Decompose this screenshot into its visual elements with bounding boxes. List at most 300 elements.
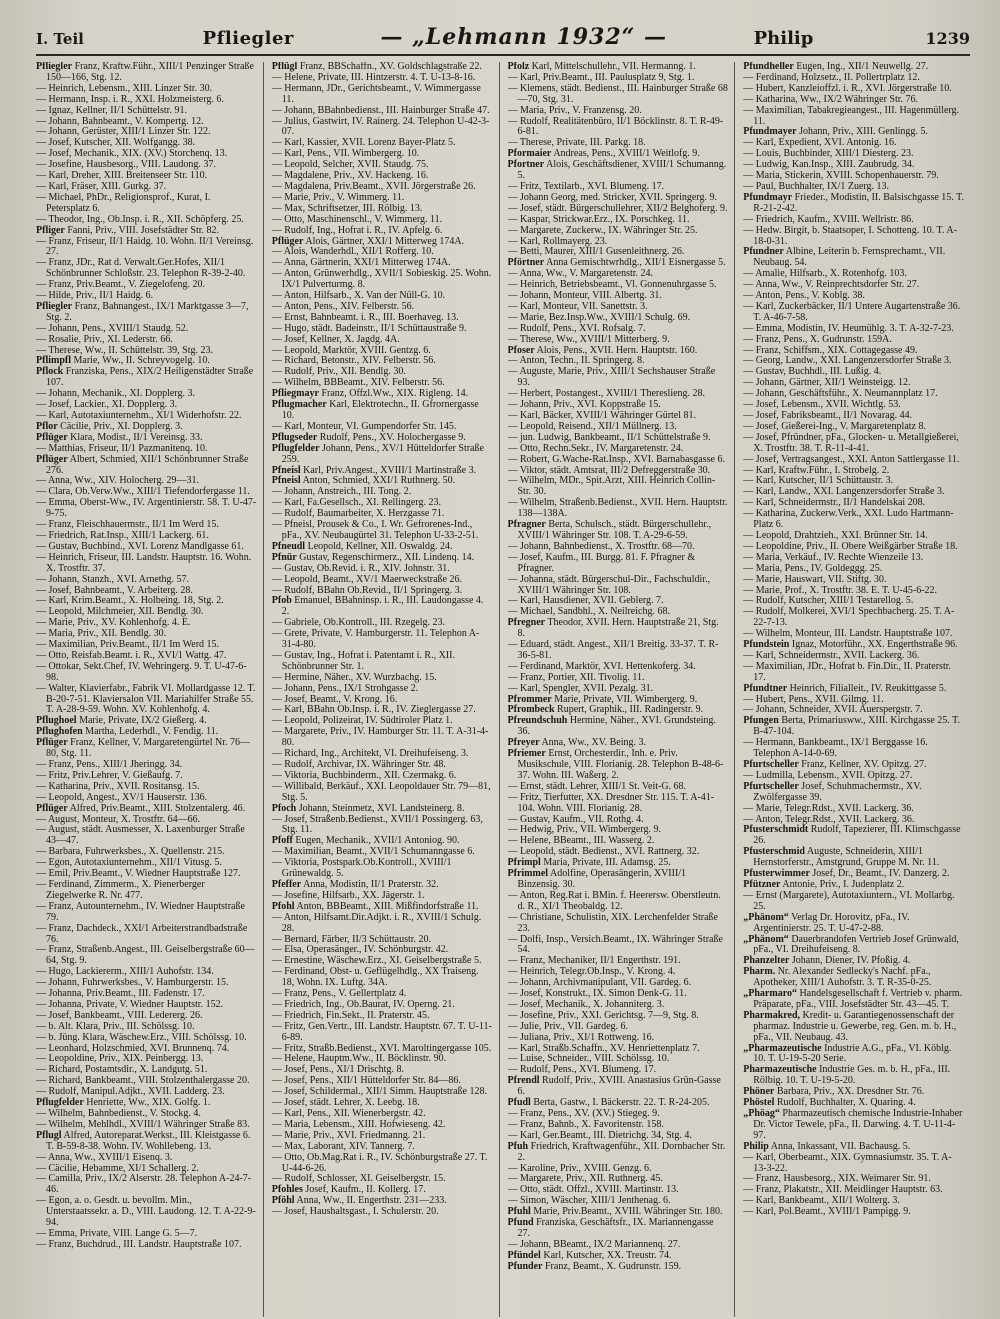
- directory-entry: [508, 1218, 729, 1240]
- directory-entry: [508, 117, 729, 139]
- entry-details: — Johann, Stanzh., XVI. Arnethg. 57.: [36, 573, 190, 585]
- entry-details: Henriette, Ww., XIX. Golfg. 1.: [83, 1097, 211, 1109]
- directory-entry: [272, 1207, 493, 1218]
- directory-entry: [508, 869, 729, 891]
- entry-surname: Pfrimpl: [507, 857, 541, 869]
- entry-details: — Leopold, Angest., XV/1 Hauserstr. 136.: [36, 791, 208, 803]
- directory-entry: [508, 160, 729, 182]
- entry-details: Anna, Ww., XV. Being. 3.: [539, 737, 646, 749]
- entry-details: — Otto, Maschinenschl., V. Wimmerg. 11.: [271, 213, 443, 225]
- entry-details: — Magdalena, Priv.Beamt., XVII. Jörgerstraße 26.: [271, 180, 476, 192]
- entry-details: — Franz, Buchdrud., III. Landstr. Hauptstraße 107.: [36, 1238, 242, 1250]
- entry-details: — Max, Schriftsetzer, III. Rölbig. 13.: [271, 202, 423, 214]
- entry-details: — Karl, Autotaxiunternehm., XI/1 Widerhofstr. 22.: [36, 410, 242, 421]
- entry-details: Verlag Dr. Horovitz, pFa., IV. Argentinierstr. 25. T. U-47-2-88.: [753, 911, 910, 934]
- entry-details: — Ernestine, Wäschew.Erz., XI. Geiselbergstraße 5.: [271, 955, 482, 967]
- directory-entry: [743, 302, 964, 324]
- entry-details: — Gustav, Buchhdl., III. Lußig. 4.: [743, 366, 882, 378]
- entry-details: — Richard, Postamtsdir., X. Landgutg. 51.: [36, 1064, 208, 1076]
- entry-details: — Josef, Kutscher, XII. Wolfgangg. 38.: [36, 137, 196, 149]
- entry-details: — Rudolf, Ing., Hofrat i. R., IV. Apfelg. 6.: [271, 224, 443, 236]
- entry-details: — Hermann, JDr., Gerichtsbeamt., V. Wimmergasse 11.: [271, 82, 481, 105]
- entry-details: Franz, BBSchaffn., XV. Goldschlagstraße 22.: [297, 62, 482, 72]
- entry-details: — Karl, Fräser, XIII. Gurkg. 37.: [36, 180, 167, 192]
- entry-details: Anton, Schmied, XXI/1 Ruthnerg. 50.: [300, 475, 456, 487]
- entry-details: — Anna, Ww., XIV. Holocherg. 29—31.: [36, 475, 199, 487]
- entry-details: — Franz, Pens., XIII/1 Jheringg. 34.: [36, 759, 183, 770]
- entry-details: — Rudolf, Molkerei, XVI/1 Spechbacherg. 25. T. A-22-7-13.: [743, 606, 955, 629]
- entry-details: — Max, Laborant, XIV. Tannerg. 7.: [271, 1140, 415, 1152]
- entry-details: — Maximilian, Tabakregieangest., III. Hagenmüllerg. 11.: [743, 104, 960, 127]
- directory-entry: [272, 727, 493, 749]
- entry-surname: Pflüger: [271, 235, 304, 247]
- entry-details: — Gustav, Buchbind., XVI. Lorenz Mandlgasse 61.: [36, 540, 244, 552]
- entry-surname: Pfusterschmidt: [743, 824, 809, 836]
- entry-details: Albine, Leiterin b. Fernsprechamt., VII. Neubaug. 54.: [753, 246, 946, 269]
- entry-details: — Karl, Zuckerbäcker, II/1 Untere Augartenstraße 36. T. A-46-7-58.: [743, 300, 961, 323]
- entry-details: — Johanna, städt. Bürgerschul-Dir., Fachschuldir., XVIII/1 Währinger Str. 108.: [507, 573, 711, 596]
- entry-surname: Pfundstein: [743, 639, 790, 651]
- entry-details: Johann, Steinmetz, XVI. Landsteinerg. 8.: [296, 802, 465, 814]
- entry-details: — Ferdinand, Holzsetz., II. Pollertrplatz 12.: [743, 71, 920, 83]
- entry-details: Karl, Kutscher, XX. Treustr. 74.: [540, 1249, 672, 1261]
- entry-details: — Johann, Pens., XVIII/1 Staudg. 52.: [36, 322, 189, 334]
- entry-details: — Johanna, Priv.Beamt., III. Fadenstr. 17.: [36, 988, 205, 1000]
- entry-details: Nr. Alexander Sedlecky's Nachf. pFa., Apotheker, XIII/1 Auhofstr. 3. T. R-35-0-25.: [753, 966, 932, 989]
- entry-surname: Pflüger: [36, 453, 68, 465]
- entry-details: — Ottokar, Sekt.Chef, IV. Wehringerg. 9. T. U-47-6-98.: [36, 660, 247, 683]
- entry-details: — Wilhelm, Mehlhdl., XVIII/1 Währinger Straße 83.: [36, 1118, 250, 1130]
- entry-details: Martha, Lederhdl., V. Fendig. 11.: [82, 726, 219, 738]
- entry-details: — Johann, Archivmanipulant, VII. Gardeg. 6.: [507, 977, 692, 989]
- entry-surname: Pfuhl: [507, 1206, 531, 1218]
- entry-surname: Pfreyer: [507, 737, 540, 749]
- entry-details: — Marie, Hauswart, VII. Stiftg. 30.: [743, 573, 887, 585]
- entry-details: — Marie, Priv., V. Wimmerg. 11.: [271, 191, 405, 203]
- entry-surname: Pflüger: [36, 431, 68, 443]
- entry-details: — Heinrich, Telegr.Ob.Insp., V. Krong. 4.: [507, 966, 676, 978]
- directory-entry: [36, 62, 257, 84]
- directory-entry: [743, 1153, 964, 1175]
- entry-details: — Rudolf, Manipul.Adjkt., XVII. Ladderg. 23.: [36, 1086, 225, 1098]
- entry-details: Franz, Beamt., X. Gudrunstr. 159.: [542, 1260, 682, 1272]
- entry-details: Marie, Priv.Beamt., XVIII. Währinger Str. 180.: [530, 1206, 723, 1218]
- entry-details: — Ernst (Margarete), Autotaxiuntern., VI. Mollarbg. 25.: [743, 889, 955, 912]
- entry-surname: Pfregner: [507, 617, 546, 629]
- entry-details: — Ferdinand, Marktör, XVI. Hettenkoferg. 34.: [507, 660, 696, 672]
- entry-details: — Maria, Verkäuf., IV. Rechte Wienzeile 13.: [743, 551, 924, 563]
- entry-details: — Betti, Maurer, XIII/1 Gusenleithnerg. 26.: [507, 246, 685, 258]
- entry-surname: Pflugmacher: [271, 399, 327, 411]
- entry-details: — Johann, Mechanik., XI. Dopplerg. 3.: [36, 388, 195, 400]
- directory-entry: [743, 1011, 964, 1044]
- entry-details: Theodor, XVII. Hern. Hauptstraße 21, Stg. 8.: [517, 617, 719, 640]
- entry-details: — Josefine, Priv., XXI. Gerichtsg. 7—9, Stg. 8.: [507, 1009, 699, 1021]
- entry-details: — August, Monteur, X. Trostftr. 64—66.: [36, 813, 201, 825]
- entry-details: — Richard, Bankbeamt., VIII. Stolzenthalergasse 20.: [36, 1075, 250, 1087]
- directory-entry: [743, 716, 964, 738]
- entry-details: — Hedw. Birgit, b. Staatsoper, I. Schotteng. 10. T. A-18-0-31.: [743, 224, 957, 247]
- entry-details: — Karl, Oberbeamt., XIX. Gymnasiumstr. 35. T. A-13-3-22.: [743, 1151, 952, 1174]
- entry-details: Adolfine, Operasängerin, XVIII/1 Binzensig. 30.: [517, 868, 687, 890]
- directory-entry: [508, 891, 729, 913]
- entry-surname: Pfliger: [36, 224, 65, 236]
- entry-details: Josef, Schuhmachermstr., XV. Zwölfergasse 39.: [753, 780, 922, 803]
- entry-details: — Ernst, Bahnbeamt. i. R., III. Boerhaveg. 13.: [271, 311, 459, 323]
- entry-details: Alois, Pens., XVII. Hern. Hauptstr. 160.: [534, 344, 698, 356]
- entry-details: — Magdalene, Priv., XV. Hackeng. 16.: [271, 170, 429, 182]
- entry-details: — Ignaz, Kellner, II/1 Schüttelstr. 91.: [36, 104, 187, 116]
- entry-surname: Pflugfelder: [271, 442, 320, 454]
- entry-details: — Friedrich, Ing., Ob.Baurat, IV. Operng. 21.: [271, 998, 455, 1010]
- directory-entry: [36, 902, 257, 924]
- entry-details: Alois, Gärtner, XXI/1 Mitterweg 174A.: [303, 235, 465, 247]
- entry-details: Pharmazeutisch chemische Industrie-Inhaber Dr. Victor Tewele, pFa., II. Darwing. 4. T. U-11-4-97.: [753, 1108, 963, 1141]
- entry-details: — Franz, Dachdeck., XXI/1 Arbeiterstrandbadstraße 76.: [36, 922, 248, 945]
- entry-details: Josef, Dr., Beamt., IV. Danzerg. 2.: [809, 868, 950, 880]
- directory-entry: [272, 1022, 493, 1044]
- entry-details: — Wilhelm, BBBeamt., XIV. Felberstr. 56.: [271, 377, 445, 389]
- entry-details: — Franz, Pens., XV. (XV.) Stiegeg. 9.: [507, 1108, 660, 1119]
- entry-details: — Otto, Rechn.Sekr., IV. Margaretenstr. 24.: [507, 442, 684, 454]
- entry-details: Marie, Ww., II. Schreyvogelg. 10.: [71, 355, 210, 367]
- entry-details: — Hermine, Näher., XV. Wurzbachg. 15.: [271, 671, 437, 683]
- entry-details: — Ferdinand, Zimmerm., X. Pienerberger Ziegelwerke R. Nr. 477.: [36, 878, 205, 901]
- column-3: [508, 62, 736, 1317]
- entry-surname: Pfreundschuh: [507, 715, 568, 727]
- entry-details: — Wilhelm, MDr., Spit.Arzt, XIII. Heinrich Collin-Str. 30.: [507, 475, 716, 498]
- entry-details: — Anna, Ww., XVIII/1 Eisenq. 3.: [36, 1151, 173, 1163]
- directory-entry: [508, 618, 729, 640]
- entry-details: Rudolf, Pens., XV. Holochergasse 9.: [317, 431, 466, 443]
- directory-entry: [743, 825, 964, 847]
- entry-details: — Emil, Priv.Beamt., V. Wiedner Hauptstraße 127.: [36, 868, 241, 880]
- entry-details: — Clara, Ob.Verw.Ww., XIII/1 Tiefendorfergasse 11.: [36, 486, 250, 498]
- directory-entry: [36, 258, 257, 280]
- entry-details: Johann, Priv., XIII. Genlingg. 5.: [796, 126, 928, 138]
- directory-entry: [36, 924, 257, 946]
- entry-surname: Pfoser: [507, 344, 535, 356]
- entry-details: — Rudolf, Schlosser, XI. Geiselbergstr. 15.: [271, 1173, 446, 1185]
- entry-details: — Franz, Mechaniker, II/1 Engerthstr. 191.: [507, 955, 681, 967]
- directory-entry: [36, 684, 257, 717]
- directory-entry: [272, 84, 493, 106]
- directory-entry: [743, 782, 964, 804]
- entry-surname: Pflughofen: [36, 726, 83, 738]
- entry-details: — Fritz, Tierfutter, XX. Dresdner Str. 115. T. A-41-104. Wohn. VIII. Florianig. 28.: [507, 791, 715, 814]
- entry-details: — Leonhard, Holzschmied, XVI. Brunnenq. 74.: [36, 1042, 230, 1054]
- entry-details: — Franz, Portier, XII. Tivolig. 11.: [507, 671, 645, 683]
- directory-entry: [743, 226, 964, 248]
- entry-surname: Pfundmayer: [743, 126, 797, 138]
- directory-entry: [36, 945, 257, 967]
- entry-details: Karl, Priv.Angest., XVIII/1 Martinstraße 3.: [300, 464, 477, 476]
- entry-details: — Karl, Kutscher, II/1 Schüttaustr. 3.: [743, 475, 894, 487]
- entry-details: — Josef, Konstrukt., IX. Simon Denk-G. 11.: [507, 988, 687, 1000]
- entry-details: — Margarete, Priv., IV. Hamburger Str. 11. T. A-31-4-80.: [271, 726, 489, 749]
- entry-details: — Johann, Gerüster, XIII/1 Linzer Str. 122.: [36, 126, 211, 138]
- entry-surname: Pflüger: [36, 737, 68, 749]
- entry-details: — Fritz, Straßb.Bedienst., XVI. Maroltingergasse 105.: [271, 1042, 492, 1054]
- entry-details: — Hermann, Insp. i. R., XXI. Holzmeisterg. 6.: [36, 93, 224, 105]
- entry-details: — Johann, BBeamt., IX/2 Mariannenq. 27.: [507, 1238, 681, 1250]
- entry-details: — Ludwig, Kan.Insp., XIII. Zaubrudg. 34.: [743, 159, 915, 171]
- entry-details: — Emma, Modistin, IV. Heumühlg. 3. T. A-32-7-23.: [743, 322, 954, 334]
- entry-details: Handelsgesellschaft f. Vertrieb v. pharm. Präparate, pFa., VIII. Josefstädter Str. 43—45. T.: [753, 988, 963, 1010]
- last-entry-name: Philip: [753, 28, 814, 49]
- entry-details: — Georg, Landw., XXI. Langenzersdorfer Straße 3.: [743, 355, 952, 367]
- entry-surname: Pfneisl: [271, 475, 301, 487]
- directory-columns: [36, 62, 970, 1317]
- entry-details: — Christiane, Schulistin, XIX. Lerchenfelder Straße 23.: [507, 911, 718, 934]
- directory-entry: [36, 738, 257, 760]
- entry-details: — Leopold, Milchmeier, XII. Bendlg. 30.: [36, 606, 204, 618]
- entry-details: — Anton, Hilfsamt.Dir.Adjkt. i. R., XVIII/1 Schulg. 28.: [271, 911, 482, 934]
- entry-details: — Friedrich, Kaufm., XVIII. Wellristr. 86.: [743, 213, 914, 225]
- entry-details: Berta, Primariusww., XIII. Kirchgasse 25. T. B-47-104.: [753, 715, 960, 738]
- entry-details: — Karoline, Priv., XVIII. Genzg. 6.: [507, 1162, 652, 1174]
- directory-entry: [36, 302, 257, 324]
- page-header: [36, 24, 970, 56]
- directory-entry: [508, 749, 729, 782]
- entry-surname: Pflügl: [271, 62, 298, 72]
- entry-details: — Karl, Hausdiener, XVII. Geblerg. 7.: [507, 595, 664, 607]
- entry-details: — Gustav, Kaufm., VII. Rothg. 4.: [507, 813, 644, 825]
- entry-details: — Johann, Gärtner, XII/1 Weinsteigg. 12.: [743, 377, 911, 389]
- entry-details: Alfred, Autoreparat.Werkst., III. Kleistgasse 6. T. B-59-8-38. Wohn. IV. Wohllebeng. 13.: [46, 1129, 251, 1152]
- directory-entry: [743, 193, 964, 215]
- entry-details: — Alois, Wanderhdl., XII/1 Rofferg. 10.: [271, 246, 434, 258]
- entry-details: — Josef, städt. Bürgerschullehrer, XII/2 Belghoferg. 9.: [507, 202, 728, 214]
- entry-details: Hermine, Näher., XVI. Grundsteing. 36.: [517, 715, 716, 738]
- entry-details: — Margarete, Priv., XII. Ruthnerg. 45.: [507, 1173, 663, 1185]
- entry-details: — Margarete, Zuckerw., IX. Währinger Str. 25.: [507, 224, 698, 236]
- entry-details: — Ludmilla, Lebensm., XVII. Opitzg. 27.: [743, 769, 913, 781]
- entry-details: Marie, Private, VII. Wimbergerg. 9.: [551, 693, 698, 705]
- entry-details: — Leopold, städt. Bedienst., XVI. Rattnerg. 32.: [507, 846, 700, 858]
- entry-details: — Karl, Krim.Beamt., X. Holbeing. 18, Stg. 2.: [36, 595, 224, 607]
- entry-surname: Pfliegler: [36, 62, 73, 72]
- entry-details: — Josefine, Hausbesorg., VIII. Laudong. 37.: [36, 159, 216, 171]
- entry-details: — Fritz, Textilarb., XVI. Blumeng. 17.: [507, 180, 665, 192]
- entry-details: — Therese, Ww., XVIII/1 Mitterberg. 9.: [507, 333, 670, 345]
- entry-surname: Pfützner: [743, 878, 781, 890]
- entry-details: Industrie Ges. m. b. H., pFa., III. Rölbig. 10. T. U-19-5-20.: [753, 1064, 951, 1087]
- entry-details: — Egon, a. o. Gesdt. u. bevollm. Min., Unterstaatssekr. a. D., VIII. Laudong. 12. T. A-22-9-94.: [36, 1195, 256, 1229]
- column-2: [272, 62, 500, 1317]
- entry-details: — Hugo, städt. Badeinstr., II/1 Schüttaustraße 9.: [271, 322, 467, 334]
- entry-surname: Pfuh: [507, 1140, 529, 1152]
- entry-details: — Barbara, Fuhrwerksbes., X. Quellenstr. 215.: [36, 846, 225, 858]
- page-number: 1239: [925, 29, 970, 48]
- directory-entry: [508, 553, 729, 575]
- directory-entry: [743, 989, 964, 1011]
- entry-surname: Pfungen: [743, 715, 779, 727]
- entry-details: — Johann, Priv., XVI. Koppstraße 15.: [507, 399, 661, 411]
- entry-details: Rupert, Graphik., III. Radingerstr. 9.: [554, 704, 704, 716]
- entry-details: — Amalie, Hilfsarb., X. Rotenhofg. 103.: [743, 268, 907, 280]
- entry-details: — Johann, Bahnbedienst., X. Trostftr. 68—70.: [507, 540, 695, 552]
- directory-entry: [36, 498, 257, 520]
- entry-surname: Pflimpfl: [36, 355, 71, 367]
- entry-details: Alois, Geschäftsdiener, XVIII/1 Schumanng. 5.: [517, 159, 727, 182]
- entry-details: — b. Alt. Klara, Priv., III. Schölssg. 10.: [36, 1020, 195, 1032]
- directory-entry: [743, 738, 964, 760]
- entry-details: — Karl, Priv.Beamt., III. Paulusplatz 9, Stg. 1.: [507, 71, 695, 83]
- directory-entry: [743, 847, 964, 869]
- entry-details: — Karl, Spengler, XVII. Pezalg. 31.: [507, 682, 654, 694]
- entry-surname: Pfortner: [507, 159, 545, 171]
- entry-details: Kredit- u. Garantiegenossenschaft der pharmaz. Industrie u. Gewerbe, reg. Gen. m. b. H., pFa., VII. Neubaug. 43.: [753, 1009, 957, 1043]
- entry-details: — Viktor, städt. Amtsrat, III/2 Defreggerstraße 30.: [507, 464, 711, 476]
- directory-entry: [272, 520, 493, 542]
- entry-details: Emanuel, BBahninsp. i. R., III. Laudongasse 4. 2.: [281, 595, 484, 618]
- entry-surname: Pharm.: [743, 966, 776, 978]
- entry-details: Auguste, Schneiderin, XIII/1 Hernstorferstr., Amstgrund, Gruppe M. Nr. 11.: [753, 846, 940, 869]
- entry-details: — Franz, Friseur, II/1 Haidg. 10. Wohn. II/1 Vereinsg. 27.: [36, 235, 254, 258]
- entry-surname: Pfundner: [743, 246, 784, 258]
- entry-details: — Helene, Private, III. Hintzerstr. 4. T. U-13-8-16.: [271, 71, 476, 83]
- entry-details: — Josef, Kellner, X. Jagdg. 4A.: [271, 333, 400, 345]
- entry-details: — Maximilian, Priv.Beamt., II/1 Im Werd 15.: [36, 639, 220, 651]
- entry-details: Eugen, Mechanik., XVII/1 Antoniog. 90.: [292, 835, 460, 847]
- directory-entry: [508, 716, 729, 738]
- directory-entry: [36, 1196, 257, 1229]
- entry-details: — Leopold, Reisend., XII/1 Müllnerg. 13.: [507, 420, 677, 432]
- entry-details: — Juliana, Priv., XI/1 Rottweng. 16.: [507, 1031, 655, 1043]
- entry-details: — Josef, Lackier., XI. Dopplerg. 3.: [36, 399, 178, 411]
- entry-surname: Pfohles: [271, 1184, 303, 1196]
- entry-details: — Johann, BBahnbedienst., III. Hainburger Straße 47.: [271, 104, 490, 116]
- entry-details: Eugen, Ing., XII/1 Neuwellg. 27.: [793, 62, 929, 72]
- directory-entry: [743, 509, 964, 531]
- directory-entry: [272, 117, 493, 139]
- entry-details: — Karl, Schneidermstr., II/1 Handelskai 208.: [743, 497, 926, 509]
- directory-entry: [743, 662, 964, 684]
- entry-surname: Pfliegler: [36, 300, 73, 312]
- entry-details: — Josef, Pfründner, pFa., Glocken- u. Metallgießerei, X. Trostftr. 38. T. R-11-4-41.: [743, 431, 959, 454]
- directory-entry: [36, 880, 257, 902]
- entry-details: — Johann, Geschäftsführ., X. Neumannplatz 17.: [743, 388, 938, 400]
- entry-details: — Richard, Betonstr., XIV. Felberstr. 56.: [271, 355, 436, 367]
- entry-details: — Rudolf, Archivar, IX. Währinger Str. 48.: [271, 759, 446, 770]
- entry-details: Marie, Private, IX/2 Gießerg. 4.: [76, 715, 207, 727]
- entry-details: — Josef, Straßenb.Bedienst., XVII/1 Possingerg. 63, Stg. 11.: [271, 813, 483, 836]
- entry-surname: Pfnür: [271, 551, 297, 563]
- entry-details: — Pfneisl, Prousek & Co., I. Wr. Gefrorenes-Ind., pFa., XV. Neubaugürtel 31. Telephon U-33-2-51.: [271, 519, 479, 541]
- entry-surname: Pfrommer: [507, 693, 552, 705]
- entry-details: — Franz, Hausbesorg., XIX. Weimarer Str. 91.: [743, 1173, 931, 1185]
- entry-details: — Karl, Kassier, XVII. Lorenz Bayer-Platz 5.: [271, 137, 456, 149]
- entry-surname: Pföhl: [271, 1195, 295, 1207]
- directory-entry: [743, 1207, 964, 1218]
- entry-details: Alfred, Priv.Beamt., XIII. Stolzentalerg. 46.: [67, 802, 246, 814]
- entry-surname: Phöner: [743, 1086, 775, 1098]
- directory-entry: [508, 498, 729, 520]
- entry-details: — Heinrich, Betriebsbeamt., Vl. Gonnenuhrgasse 5.: [507, 279, 717, 291]
- entry-details: Heinrich, Filialleit., IV. Reukittgasse 5.: [787, 682, 947, 694]
- entry-details: — Julie, Priv., VII. Gardeg. 6.: [507, 1020, 629, 1032]
- entry-details: Josef, Kaufm., II. Kollerg. 17.: [302, 1184, 426, 1196]
- entry-surname: Pfusterschmid: [743, 846, 805, 858]
- entry-details: — Josef, Haushaltsgast., I. Schulerstr. 20.: [271, 1206, 439, 1218]
- entry-details: Fanni, Priv., VIII. Josefstädter Str. 82.: [64, 224, 220, 236]
- entry-surname: Pflugl: [36, 1129, 62, 1141]
- entry-details: — Josef, Schildermal., XII/1 Simm. Hauptstraße 128.: [271, 1086, 487, 1098]
- entry-details: — Leopold, Beamt., XV/1 Maerweckstraße 26.: [271, 573, 462, 585]
- entry-details: — Paul, Buchhalter, IX/1 Zuerg. 13.: [743, 180, 890, 192]
- directory-entry: [508, 575, 729, 597]
- entry-details: — Karl, Pens., XII. Wienerbergstr. 42.: [271, 1108, 426, 1119]
- entry-details: — Viktoria, Postspark.Ob.Kontroll., XVIII/1 Grünewaldg. 5.: [271, 857, 452, 880]
- entry-details: — Anton, Hilfsarb., X. Van der Nüll-G. 10.: [271, 290, 446, 302]
- entry-details: — Fritz, Priv.Lehrer, V. Gießaufg. 7.: [36, 769, 183, 781]
- entry-details: — Karl, Pens., VII. Wimbergerg. 10.: [271, 148, 420, 160]
- column-1: [36, 62, 264, 1317]
- entry-details: Maria, Private, III. Adamsg. 25.: [540, 857, 671, 869]
- entry-details: — Gustav, Ing., Hofrat i. Patentamt i. R., XII. Schönbrunner Str. 1.: [271, 649, 455, 672]
- entry-details: — Leopold, Drahtzieh., XXI. Brünner Str. 14.: [743, 529, 928, 541]
- entry-details: — Walter, Klavierfabr., Fabrik VI. Mollardgasse 12. T. B-20-7-51. Klaviersalon VII. Mariahilfer Straße 55. T. A-28-9-59. Wohn. XV. Kohlenhofg. 4.: [36, 682, 256, 716]
- entry-surname: Pharmazeutische: [743, 1064, 817, 1076]
- entry-surname: „Pharmaro“: [743, 988, 797, 1000]
- directory-entry: [743, 1065, 964, 1087]
- entry-details: — Marie, Telegr.Rdst., XVII. Lackerg. 36.: [743, 802, 914, 814]
- entry-details: — Anna, Ww., V. Margaretenstr. 24.: [507, 268, 654, 280]
- directory-entry: [743, 935, 964, 957]
- directory-title: — „Lehmann 1932“ —: [380, 24, 667, 50]
- entry-details: — Johann, Schneider, XVII. Auerspergstr. 7.: [743, 704, 923, 716]
- entry-details: — Josef, Beamt., V. Krong. 16.: [271, 693, 398, 705]
- entry-surname: „Phöag“: [743, 1108, 780, 1119]
- entry-details: — Bernard, Färber, II/3 Schüttaustr. 20.: [271, 933, 432, 945]
- entry-details: — Rudolf, Realitätenbüro, II/1 Böcklinstr. 8. T. R-49-6-81.: [507, 115, 724, 138]
- directory-entry: [272, 651, 493, 673]
- entry-details: — Egon, Autotaxiunternehm., XII/1 Vitusg. 5.: [36, 857, 222, 869]
- entry-details: — Hubert, Pens., XVII. Gilmg. 11.: [743, 693, 884, 705]
- directory-entry: [508, 1076, 729, 1098]
- directory-entry: [272, 967, 493, 989]
- entry-details: — Rudolf, Kutscher, XIII/1 Testarellog. 5.: [743, 595, 914, 607]
- entry-details: — Franz, Pens., X. Gudrunstr. 159A.: [743, 333, 892, 345]
- entry-surname: Pfohl: [271, 900, 295, 912]
- entry-details: — Karl, Straßb.Schaffn., XV. Henriettenplatz 7.: [507, 1042, 700, 1054]
- entry-details: — Marie, Priv., XV. Kohlenhofg. 4. E.: [36, 617, 191, 629]
- entry-details: Franziska, Pens., XIX/2 Heiligenstädter Straße 107.: [46, 366, 254, 389]
- entry-surname: Pfurtscheller: [743, 780, 799, 792]
- entry-details: — Marie, Priv., XVI. Friedmanng. 21.: [271, 1129, 426, 1141]
- entry-details: — Karl, Schneidermstr., XVII. Lackerg. 36.: [743, 649, 920, 661]
- entry-details: — Helene, BBeamt., III. Wasserg. 2.: [507, 835, 655, 847]
- entry-details: — Katharina, Ww., IX/2 Währinger Str. 76.: [743, 93, 919, 105]
- entry-details: Barbara, Priv., XX. Dresdner Str. 76.: [774, 1086, 925, 1098]
- entry-details: — Gabriele, Ob.Kontroll., III. Rzegelg. 23.: [271, 617, 446, 629]
- entry-details: — Grete, Private, V. Hamburgerstr. 11. Telephon A-31-4-80.: [271, 628, 480, 651]
- entry-details: — Luise, Schneider., VIII. Schölssg. 10.: [507, 1053, 670, 1065]
- directory-entry: [743, 247, 964, 269]
- entry-details: Rudolf, Buchhalter, X. Quaring. 4.: [774, 1097, 916, 1109]
- entry-details: Berta, Gastw., I. Bäckerstr. 22. T. R-24-205.: [530, 1097, 710, 1109]
- entry-details: Karl, Elektrotechn., II. Gfrornergasse 10.: [281, 399, 479, 421]
- section-label: I. Teil: [36, 30, 84, 48]
- entry-details: — Franz, Pens., V. Gellertplatz 4.: [271, 988, 407, 1000]
- entry-details: — Kaspar, Strickwar.Erz., IX. Porschkeg. 11.: [507, 213, 690, 225]
- entry-details: — Johann, Bahnbeamt., V. Kompertg. 12.: [36, 115, 204, 127]
- directory-entry: [743, 967, 964, 989]
- directory-entry: [272, 858, 493, 880]
- entry-details: Franz, Kellner, XV. Opitzg. 27.: [798, 759, 927, 770]
- entry-details: — Franz, Straßenb.Angest., III. Geiselbergstraße 60—64, Stg. 9.: [36, 944, 255, 967]
